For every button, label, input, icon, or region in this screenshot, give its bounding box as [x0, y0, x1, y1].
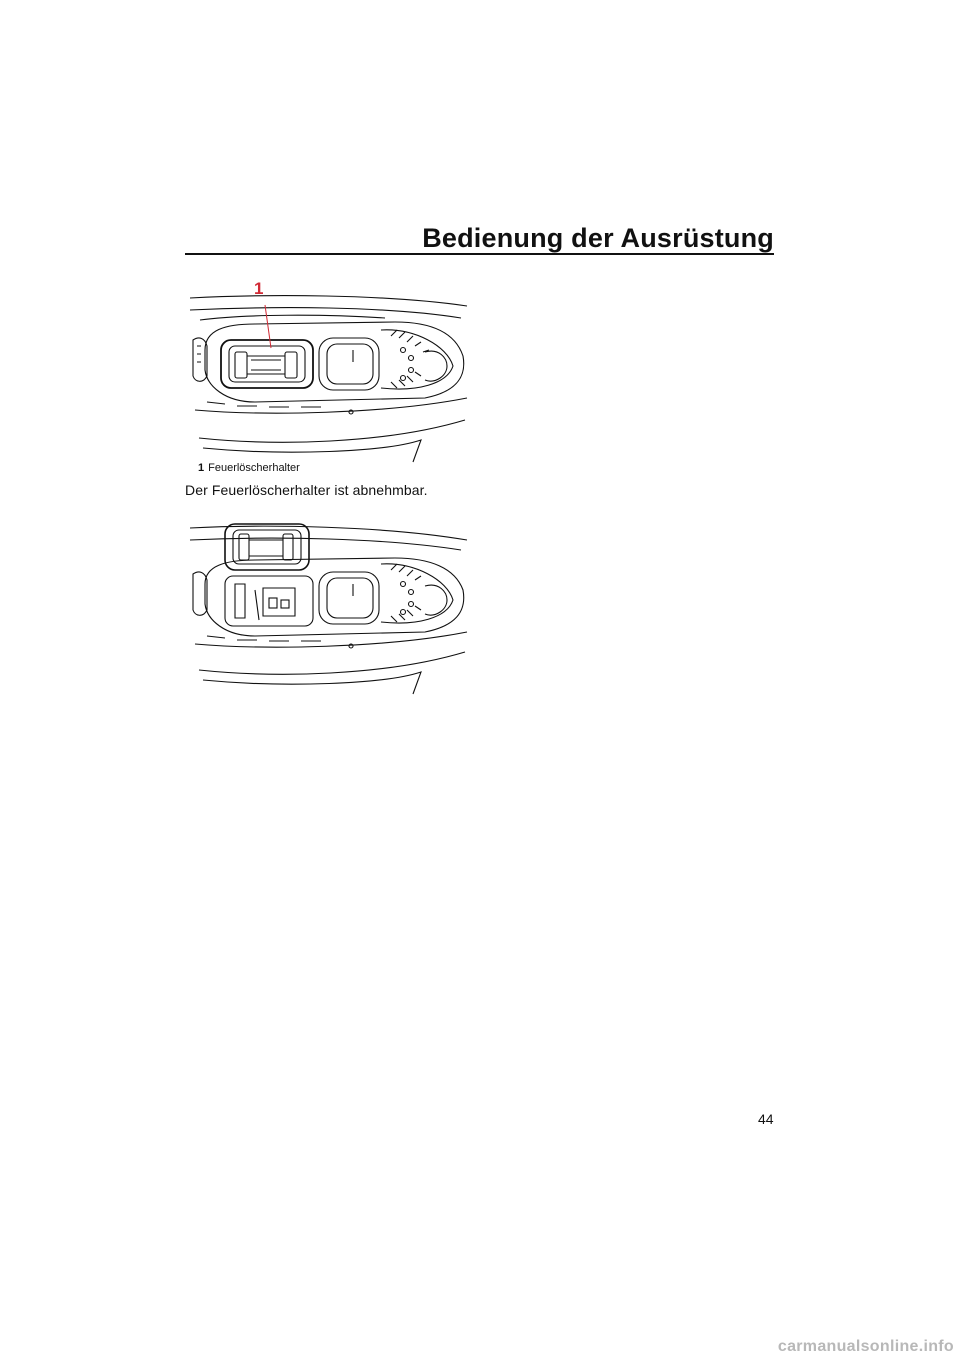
- caption-number: 1: [198, 462, 205, 474]
- body-paragraph: Der Feuerlöscherhalter ist abnehmbar.: [185, 482, 428, 498]
- page-number: 44: [758, 1111, 774, 1127]
- callout-number-1: 1: [254, 279, 264, 298]
- caption-text: Feuerlöscherhalter: [208, 462, 300, 474]
- figure-holder-installed: [185, 280, 470, 465]
- figure-holder-removed: [185, 520, 470, 698]
- figure-caption: [198, 462, 300, 474]
- page-title: Bedienung der Ausrüstung: [422, 223, 774, 253]
- watermark[interactable]: carmanualsonline.info: [777, 1338, 954, 1355]
- header-rule: [185, 253, 774, 255]
